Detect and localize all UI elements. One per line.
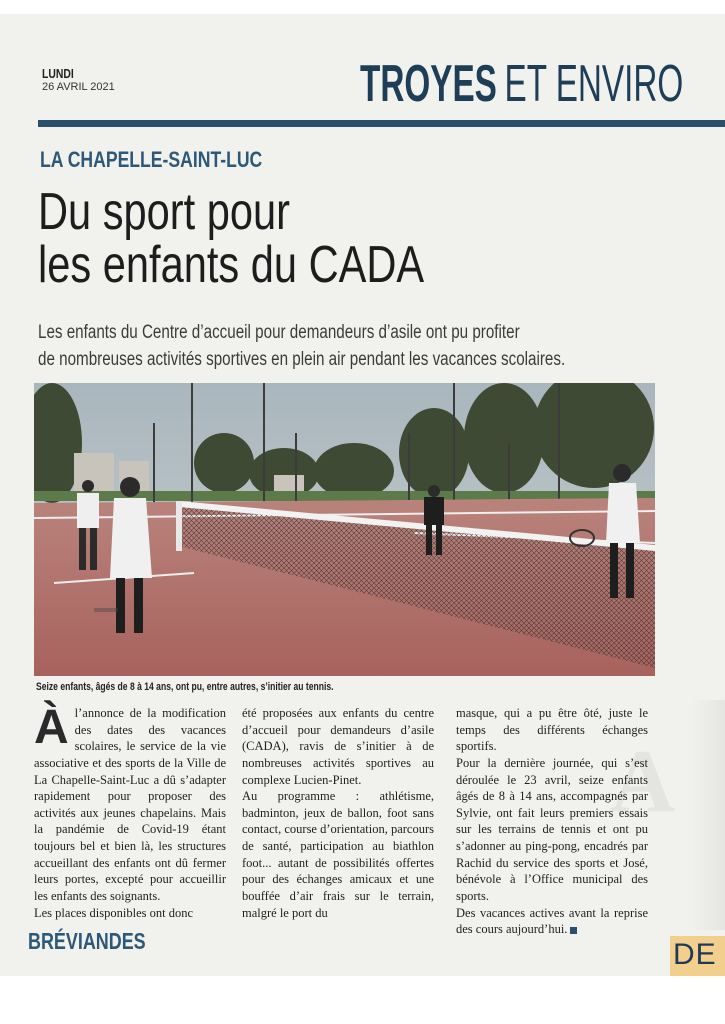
article-column-2 [242, 705, 434, 921]
section-rubric [360, 55, 684, 113]
article-headline [38, 183, 486, 295]
article-paragraph: Pour la dernière journée, qui s’est déroulée le 23 avril, seize enfants âgés de 8 à 14 ans, accompagnés par Sylvie, ont fait leurs premiers essais sur les terrains de tennis et ont pu s’adonner au ping-pong, encadrés par Rachid du service des sports et José, bénévole à l’Office municipal des sports. [456, 755, 648, 903]
bleed-through-shadow: A [610, 732, 675, 831]
teaser-text: DE [673, 938, 717, 971]
rubric-strong: TROYES [360, 55, 497, 113]
article-column-1 [34, 701, 226, 921]
article-kicker: LA CHAPELLE-SAINT-LUC [40, 147, 263, 172]
next-page-teaser [670, 936, 725, 978]
article-lede [38, 320, 598, 374]
section-rule [38, 120, 725, 127]
page-fold-shadow [690, 700, 725, 930]
tennis-court-photo [34, 383, 655, 676]
scan-top-margin [0, 0, 725, 14]
drop-cap: À [34, 701, 69, 754]
article-paragraph [34, 701, 226, 905]
issue-date: 26 AVRIL 2021 [42, 81, 115, 93]
article-photo [34, 383, 655, 676]
article-paragraph: été proposées aux enfants du centre d’accueil pour demandeurs d’asile (CADA), ravis de s’initier à de nombreuses activités sportives au complexe Lucien-Pinet. [242, 706, 434, 787]
rubric-light: ET ENVIRO [504, 55, 684, 113]
paragraph-text: l’annonce de la modification des dates des vacances scolaires, le service de la vie associative et des sports de la Ville de La Chapelle-Saint-Luc a dû s’adapter rapidement pour proposer des activités aux jeunes chapelains. Mais la pandémie de Covid-19 étant toujours bel et bien là, les structures accueillant des enfants ont dû fermer leurs portes, excepté pour accueillir les enfants des soignants. [34, 706, 226, 903]
photo-caption: Seize enfants, âgés de 8 à 14 ans, ont pu, entre autres, s’initier au tennis. [36, 681, 334, 693]
net-post [176, 501, 182, 551]
scan-bottom-margin [0, 976, 725, 1024]
next-section-kicker: BRÉVIANDES [28, 928, 146, 954]
paragraph-text: Des vacances actives avant la reprise des cours aujourd’hui. [456, 905, 648, 937]
headline-line: les enfants du CADA [38, 236, 425, 295]
article-paragraph: Au programme : athlétisme, badminton, jeux de ballon, foot sans contact, course d’orientation, parcours de santé, participation au biathlon foot... autant de possibilités offertes pour des échanges amicaux et une bouffée d’air frais sur le terrain, malgré le port du [242, 789, 434, 920]
article-column-3 [456, 705, 648, 938]
article-paragraph: masque, qui a pu être ôté, juste le temps des différents échanges sportifs. [456, 706, 648, 754]
issue-day: LUNDI [42, 66, 74, 81]
article-paragraph: Les places disponibles ont donc [34, 905, 193, 920]
lede-line: Les enfants du Centre d’accueil pour demandeurs d’asile ont pu profiter [38, 322, 520, 343]
article-paragraph [456, 905, 648, 938]
lede-line: de nombreuses activités sportives en plein air pendant les vacances scolaires. [38, 348, 566, 370]
headline-line: Du sport pour [38, 183, 291, 241]
end-of-article-square-icon [570, 927, 577, 934]
